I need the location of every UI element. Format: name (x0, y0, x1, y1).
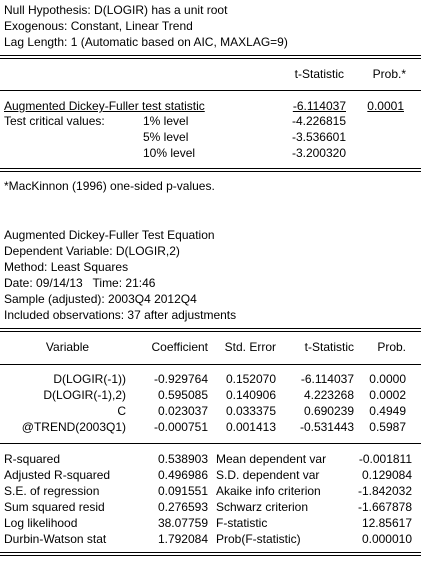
coef-top-rule (0, 328, 421, 332)
stat-label-right: F-statistic (216, 516, 268, 530)
adf-bottom-rule (0, 168, 421, 172)
stat-label-left: S.E. of regression (4, 484, 100, 498)
stat-label-right: Schwarz criterion (216, 500, 309, 514)
stat-label-right: S.D. dependent var (216, 468, 320, 482)
stat-value-left: 38.07759 (157, 516, 208, 530)
coef-header-tstat: t-Statistic (304, 340, 354, 354)
stats-bottom-rule (0, 552, 421, 556)
observations-text: Included observations: 37 after adjustments (4, 308, 237, 322)
coef-prob: 0.4949 (369, 404, 406, 418)
stat-label-right: Mean dependent var (216, 452, 327, 466)
stat-label-right: Akaike info criterion (216, 484, 321, 498)
stat-value-left: 0.091551 (157, 484, 208, 498)
critical-level-5-label: 5% level (143, 130, 189, 144)
coef-variable: D(LOGIR(-1),2) (43, 388, 126, 402)
adf-stat-tstat: -6.114037 (292, 99, 346, 113)
coef-header-coefficient: Coefficient (151, 340, 208, 354)
exogenous-text: Exogenous: Constant, Linear Trend (4, 19, 193, 33)
stat-value-right: 12.85617 (361, 516, 412, 530)
stat-value-left: 0.276593 (157, 500, 208, 514)
stat-value-right: -1.842032 (357, 484, 412, 498)
stat-label-right: Prob(F-statistic) (216, 532, 301, 546)
coef-coefficient: -0.000751 (153, 420, 208, 434)
critical-level-5-value: -3.536601 (291, 130, 346, 144)
adf-stat-label: Augmented Dickey-Fuller test statistic (4, 99, 205, 113)
null-hypothesis-text: Null Hypothesis: D(LOGIR) has a unit root (4, 3, 228, 17)
coef-variable: @TREND(2003Q1) (21, 420, 126, 434)
coef-prob: 0.0002 (369, 388, 406, 402)
coef-variable: D(LOGIR(-1)) (53, 372, 126, 386)
coef-header-variable: Variable (45, 340, 90, 354)
coef-variable: C (117, 404, 126, 418)
coef-prob: 0.5987 (369, 420, 406, 434)
stat-value-left: 1.792084 (157, 532, 208, 546)
adf-col-prob: Prob.* (372, 67, 406, 81)
coef-tstat: -6.114037 (300, 372, 354, 386)
stat-value-right: -0.001811 (358, 452, 412, 466)
stat-value-right: -1.667878 (357, 500, 412, 514)
stat-label-left: R-squared (4, 452, 61, 466)
stat-value-left: 0.496986 (157, 468, 208, 482)
lag-length-text: Lag Length: 1 (Automatic based on AIC, MAXLAG=9) (4, 35, 288, 49)
coef-header-prob: Prob. (377, 340, 406, 354)
coef-header-rule (0, 364, 421, 365)
method-text: Method: Least Squares (4, 260, 129, 274)
coef-tstat: -0.531443 (299, 420, 354, 434)
adf-col-tstat: t-Statistic (294, 67, 344, 81)
equation-title: Augmented Dickey-Fuller Test Equation (4, 228, 215, 242)
mackinnon-footnote: *MacKinnon (1996) one-sided p-values. (4, 179, 215, 193)
stat-label-left: Sum squared resid (4, 500, 105, 514)
coef-coefficient: -0.929764 (153, 372, 208, 386)
dependent-variable: Dependent Variable: D(LOGIR,2) (4, 244, 180, 258)
coef-stderror: 0.001413 (225, 420, 276, 434)
adf-header-rule (0, 90, 421, 91)
coef-coefficient: 0.595085 (157, 388, 208, 402)
stat-label-left: Durbin-Watson stat (4, 532, 107, 546)
critical-level-1-label: 1% level (143, 114, 189, 128)
coef-tstat: 0.690239 (303, 404, 354, 418)
critical-level-10-value: -3.200320 (291, 146, 346, 160)
coef-stderror: 0.033375 (225, 404, 276, 418)
stat-value-left: 0.538903 (157, 452, 208, 466)
critical-level-1-value: -4.226815 (291, 114, 346, 128)
coef-prob: 0.0000 (369, 372, 406, 386)
stat-label-left: Adjusted R-squared (4, 468, 111, 482)
critical-level-10-label: 10% level (143, 146, 196, 160)
coef-header-stderror: Std. Error (224, 340, 276, 354)
coef-tstat: 4.223268 (303, 388, 354, 402)
coef-coefficient: 0.023037 (157, 404, 208, 418)
stat-label-left: Log likelihood (4, 516, 78, 530)
top-double-rule (0, 55, 421, 59)
date-time-text: Date: 09/14/13 Time: 21:46 (4, 276, 156, 290)
coef-stderror: 0.152070 (225, 372, 276, 386)
coef-stderror: 0.140906 (225, 388, 276, 402)
critical-values-label: Test critical values: (4, 114, 105, 128)
stat-value-right: 0.129084 (361, 468, 412, 482)
stats-top-rule (0, 443, 421, 444)
stat-value-right: 0.000010 (361, 532, 412, 546)
adf-stat-prob: 0.0001 (367, 99, 404, 113)
sample-text: Sample (adjusted): 2003Q4 2012Q4 (4, 292, 197, 306)
